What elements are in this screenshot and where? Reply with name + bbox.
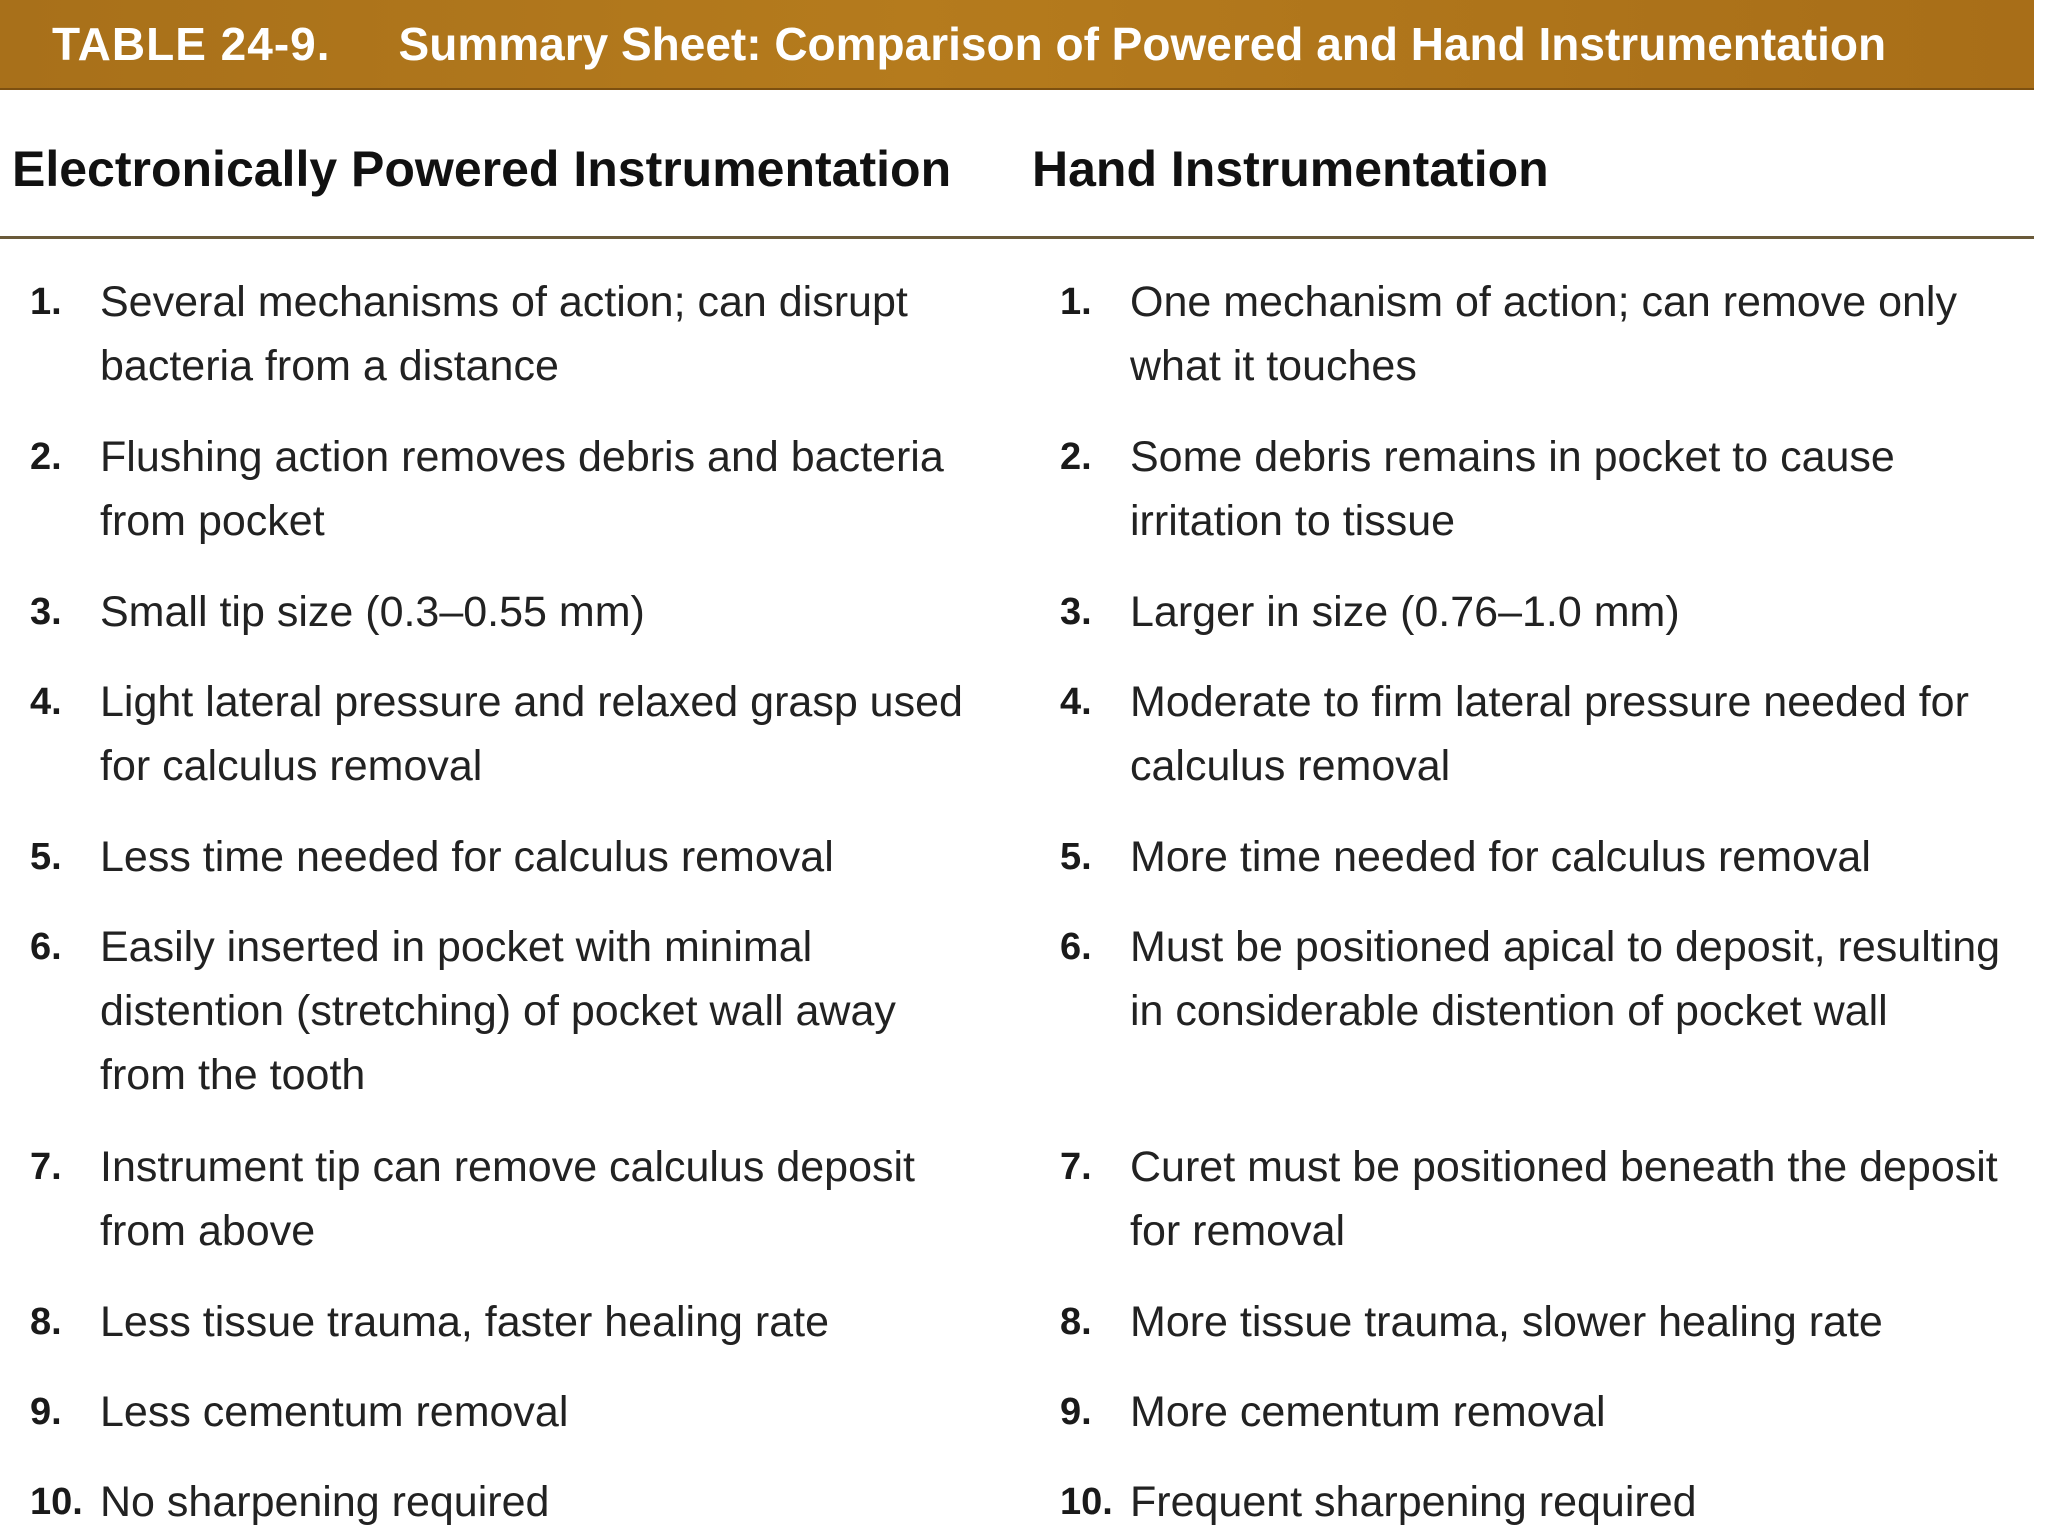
item-number: 2. [1060, 436, 1092, 478]
table-title-bar [0, 0, 2034, 90]
item-text: More cementum removal [1130, 1388, 1606, 1436]
item-number: 3. [1060, 591, 1092, 633]
powered-item-3 [30, 580, 970, 644]
powered-column-header: Electronically Powered Instrumentation [12, 141, 952, 197]
item-text: No sharpening required [100, 1478, 550, 1526]
powered-item-2 [30, 425, 970, 553]
item-number: 7. [1060, 1146, 1092, 1188]
powered-item-5 [30, 825, 970, 889]
hand-item-5 [1060, 825, 2010, 889]
item-text: Some debris remains in pocket to cause irritation to tissue [1130, 433, 1895, 545]
powered-item-4 [30, 670, 970, 798]
hand-item-8 [1060, 1290, 2010, 1354]
item-text: Instrument tip can remove calculus deposit from above [100, 1143, 916, 1255]
item-text: Small tip size (0.3–0.55 mm) [100, 588, 645, 636]
item-text: Moderate to firm lateral pressure needed for calculus removal [1130, 678, 1969, 790]
item-text: Several mechanisms of action; can disrupt bacteria from a distance [100, 278, 908, 390]
hand-item-4 [1060, 670, 2010, 798]
hand-item-6 [1060, 915, 2010, 1043]
item-text: Less cementum removal [100, 1388, 569, 1436]
table-number: TABLE 24-9. [52, 18, 331, 70]
item-text: Curet must be positioned beneath the deposit for removal [1130, 1143, 1998, 1255]
item-number: 9. [1060, 1391, 1092, 1433]
item-number: 7. [30, 1146, 62, 1188]
item-number: 6. [1060, 926, 1092, 968]
powered-item-7 [30, 1135, 970, 1263]
item-text: Must be positioned apical to deposit, resulting in considerable distention of pocket wall [1130, 923, 2001, 1035]
item-text: More tissue trauma, slower healing rate [1130, 1298, 1883, 1346]
hand-item-10 [1060, 1470, 2010, 1534]
powered-item-6 [30, 915, 970, 1107]
item-number: 10. [30, 1481, 83, 1523]
item-text: Less tissue trauma, faster healing rate [100, 1298, 829, 1346]
item-number: 4. [30, 681, 62, 723]
item-number: 5. [30, 836, 62, 878]
item-number: 2. [30, 436, 62, 478]
table-title: Summary Sheet: Comparison of Powered and Hand Instrumentation [398, 18, 1887, 70]
item-number: 3. [30, 591, 62, 633]
item-number: 10. [1060, 1481, 1113, 1523]
item-text: Easily inserted in pocket with minimal distention (stretching) of pocket wall away from the tooth [100, 923, 896, 1099]
item-number: 6. [30, 926, 62, 968]
item-number: 8. [1060, 1301, 1092, 1343]
hand-item-3 [1060, 580, 2010, 644]
header-divider [0, 236, 2034, 239]
item-number: 1. [30, 281, 62, 323]
item-number: 1. [1060, 281, 1092, 323]
item-text: One mechanism of action; can remove only what it touches [1130, 278, 1957, 390]
item-text: Flushing action removes debris and bacteria from pocket [100, 433, 944, 545]
powered-item-8 [30, 1290, 970, 1354]
item-text: Less time needed for calculus removal [100, 833, 834, 881]
item-number: 9. [30, 1391, 62, 1433]
item-text: More time needed for calculus removal [1130, 833, 1871, 881]
powered-item-10 [30, 1470, 970, 1534]
powered-item-9 [30, 1380, 970, 1444]
hand-column-header: Hand Instrumentation [1032, 141, 1549, 197]
hand-item-9 [1060, 1380, 2010, 1444]
item-number: 5. [1060, 836, 1092, 878]
powered-item-1 [30, 270, 970, 398]
item-text: Light lateral pressure and relaxed grasp used for calculus removal [100, 678, 963, 790]
item-number: 4. [1060, 681, 1092, 723]
hand-item-1 [1060, 270, 2010, 398]
hand-item-2 [1060, 425, 2010, 553]
item-text: Frequent sharpening required [1130, 1478, 1697, 1526]
hand-item-7 [1060, 1135, 2010, 1263]
item-text: Larger in size (0.76–1.0 mm) [1130, 588, 1680, 636]
item-number: 8. [30, 1301, 62, 1343]
